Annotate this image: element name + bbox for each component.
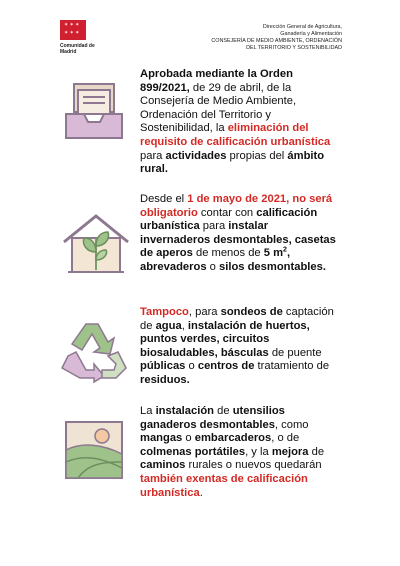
landscape-field-icon xyxy=(58,414,130,486)
text-run: ámbito rural. xyxy=(140,149,325,176)
text-run: de xyxy=(214,405,233,417)
text-run: 5 m xyxy=(263,247,284,260)
text-run: silos desmontables. xyxy=(219,260,326,273)
text-run: sondeos de xyxy=(220,306,283,318)
text-run: caminos xyxy=(140,459,186,472)
text-run: . xyxy=(199,486,203,499)
text-run: actividades xyxy=(165,149,227,162)
text-run: rurales o nuevos quedarán xyxy=(185,459,322,472)
text-run: de menos de xyxy=(192,247,264,260)
header-line: Dirección General de Agricultura, xyxy=(262,24,342,30)
header-line: Ganadería y Alimentación xyxy=(280,31,342,37)
text-run: instalación de huertos, puntos verdes, circuitos biosaludables, básculas xyxy=(140,319,310,359)
org-logo xyxy=(60,20,100,55)
text-run: contar con xyxy=(197,206,257,219)
section-4-text xyxy=(140,405,336,500)
text-run: de puente xyxy=(268,346,322,359)
flag-icon: ✶ ✶ ✶ ✶ ✶ ✶ xyxy=(60,20,86,40)
text-run: residuos. xyxy=(140,373,190,386)
text-run: mangas xyxy=(140,432,183,445)
text-run: mejora xyxy=(271,445,309,458)
recycle-icon xyxy=(58,316,130,386)
header-line: DEL TERRITORIO Y SOSTENIBILIDAD xyxy=(246,45,342,51)
text-run: 2 xyxy=(283,246,287,254)
org-name: Comunidad de Madrid xyxy=(60,43,95,55)
document-tray-icon xyxy=(58,76,130,148)
text-run: o xyxy=(182,432,195,445)
text-run: colmenas portátiles xyxy=(140,445,246,458)
text-run: para xyxy=(199,220,229,233)
text-run: , o de xyxy=(271,432,300,445)
text-run: captación de xyxy=(140,306,334,332)
text-run: embarcaderos xyxy=(194,432,272,445)
text-run: calificación urbanística xyxy=(140,206,318,233)
text-run: centros de xyxy=(197,360,255,373)
text-run: tratamiento de xyxy=(254,360,330,373)
text-run: o xyxy=(185,360,198,373)
text-run: Aprobada mediante la Orden 899/2021, xyxy=(140,68,293,94)
text-run: , y la xyxy=(245,445,272,458)
text-run: de xyxy=(308,445,325,458)
section-2-text xyxy=(140,193,336,275)
text-run: Tampoco xyxy=(140,306,189,318)
text-run: agua xyxy=(155,319,182,332)
text-run: públicas xyxy=(140,360,186,373)
text-run: para xyxy=(140,149,166,162)
text-run: 1 de mayo de 2021, no será obligatorio xyxy=(140,193,333,219)
text-run: de 29 de abril, de la Consejería de Medio Ambiente, Ordenación del Territorio y Sostenibilidad, la xyxy=(140,81,297,135)
text-run: eliminación del requisito de calificación urbanística xyxy=(140,122,331,148)
greenhouse-plant-icon xyxy=(58,208,134,280)
text-run: La xyxy=(140,405,156,417)
department-header xyxy=(142,24,342,52)
section-1-text xyxy=(140,68,336,177)
section-3-text xyxy=(140,306,336,388)
text-run: instalación xyxy=(155,405,215,417)
text-run: utensilios ganaderos desmontables xyxy=(140,405,285,431)
text-run: propias del xyxy=(226,149,288,162)
text-run: también exentas de calificación urbanística xyxy=(140,472,308,499)
text-run: instalar invernaderos desmontables, casetas de aperos xyxy=(140,220,336,260)
header-line: CONSEJERÍA DE MEDIO AMBIENTE, ORDENACIÓN xyxy=(211,38,342,44)
text-run: Desde el xyxy=(140,193,188,205)
text-run: , xyxy=(181,319,188,332)
text-run: , abrevaderos xyxy=(140,247,291,273)
text-run: o xyxy=(206,260,219,273)
text-run: , como xyxy=(274,418,309,431)
text-run: , para xyxy=(188,306,221,318)
